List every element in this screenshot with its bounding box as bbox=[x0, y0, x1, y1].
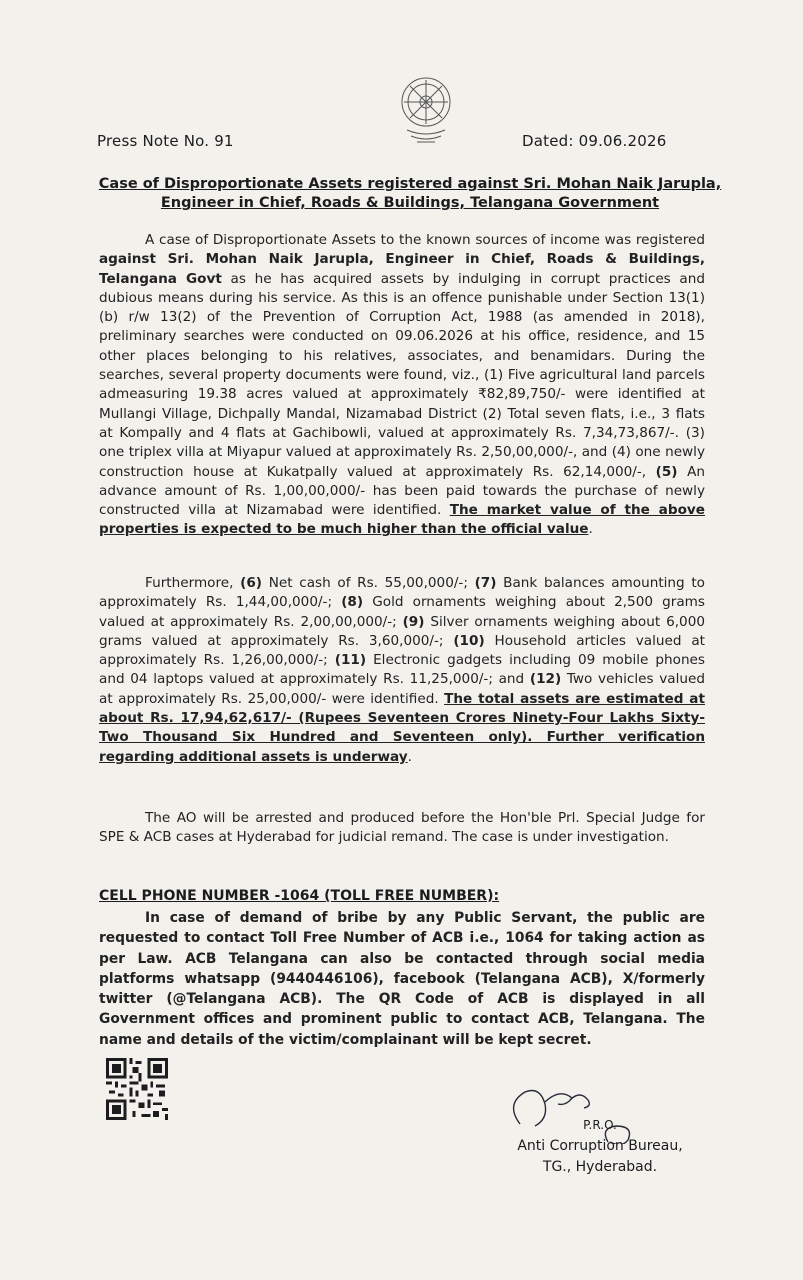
market-value-note: The market value of the above properties is expected to be much higher than the official value bbox=[99, 502, 705, 538]
signature-designation: P.R.O. bbox=[583, 1118, 617, 1132]
cell-phone-heading: CELL PHONE NUMBER -1064 (TOLL FREE NUMBER): bbox=[99, 888, 500, 904]
case-title bbox=[80, 175, 740, 213]
case-title-line-2: Engineer in Chief, Roads & Buildings, Telangana Government bbox=[160, 195, 660, 211]
arrest-paragraph: The AO will be arrested and produced before the Hon'ble Prl. Special Judge for SPE & ACB cases at Hyderabad for judicial remand. The case is under investigation. bbox=[99, 810, 705, 846]
assets-paragraph: Furthermore, (6) Net cash of Rs. 55,00,000/-; (7) Bank balances amounting to approximately Rs. 1,44,00,000/-; (8) Gold ornaments weighing about 2,500 grams valued at approximately Rs. 2,00,00,000/-; (9) Silver ornaments weighing about 6,000 grams valued at approximately Rs. 3,60,000/-; (10) Household articles valued at approximately Rs. 1,26,00,000/-; (11) Electronic gadgets including 09 mobile phones and 04 laptops valued at approximately Rs. 11,25,000/-; and (12) Two vehicles valued at approximately Rs. 25,00,000/- were identified. The total assets are estimated at about Rs. 17,94,62,617/- (Rupees Seventeen Crores Ninety-Four Lakhs Sixty-Two Thousand Six Hundred and Seventeen only). Further verification regarding additional assets is underway. bbox=[99, 575, 706, 765]
case-details-paragraph: A case of Disproportionate Assets to the known sources of income was registered against Sri. Mohan Naik Jarupla, Engineer in Chief, Roads & Buildings, Telangana Govt as he has acquired assets by indulging in corrupt practices and dubious means during his service. As this is an offence punishable under Section 13(1)(b) r/w 13(2) of the Prevention of Corruption Act, 1988 (as amended in 2018), preliminary searches were conducted on 09.06.2026 at his office, residence, and 15 other places belonging to his relatives, associates, and benamidars. During the searches, several property documents were found, viz., (1) Five agricultural land parcels admeasuring 19.38 acres valued at approximately ₹82,89,750/- were identified at Mullangi Village, Dichpally Mandal, Nizamabad District (2) Total seven flats, i.e., 3 flats at Kompally and 4 flats at Gachibowli, valued at approximately Rs. 7,34,73,867/-. (3) one triplex villa at Miyapur valued at approximately Rs. 2,50,00,000/-, and (4) one newly construction house at Kukatpally valued at approximately Rs. 62,14,000/-, (5) An advance amount of Rs. 1,00,00,000/- has been paid towards the purchase of newly constructed villa at Nizamabad were identified. The market value of the above properties is expected to be much higher than the official value. bbox=[99, 232, 705, 538]
case-title-line-1: Case of Disproportionate Assets registered against Sri. Mohan Naik Jarupla, bbox=[98, 176, 722, 192]
signature-location: TG., Hyderabad. bbox=[542, 1159, 658, 1175]
press-note-number: Press Note No. 91 bbox=[97, 132, 234, 150]
signature-office: Anti Corruption Bureau, bbox=[517, 1138, 683, 1154]
qr-code-icon bbox=[106, 1058, 168, 1120]
signature-block bbox=[490, 1115, 710, 1178]
state-emblem-icon bbox=[395, 72, 457, 148]
cell-phone-paragraph: In case of demand of bribe by any Public Servant, the public are requested to contact Toll Free Number of ACB i.e., 1064 for taking action as per Law. ACB Telangana can also be contacted through social media platforms whatsapp (9440446106), facebook (Telangana ACB), X/formerly twitter (@Telangana ACB). The QR Code of ACB is displayed in all Government offices and prominent public to contact ACB, Telangana. The name and details of the victim/complainant will be kept secret. bbox=[99, 910, 705, 1048]
total-assets-note: The total assets are estimated at about Rs. 17,94,62,617/- (Rupees Seventeen Crores Ninety-Four Lakhs Sixty-Two Thousand Six Hundred and Seventeen only). Further verification regarding additional assets is underway bbox=[99, 690, 705, 765]
press-note-date: Dated: 09.06.2026 bbox=[522, 132, 667, 150]
